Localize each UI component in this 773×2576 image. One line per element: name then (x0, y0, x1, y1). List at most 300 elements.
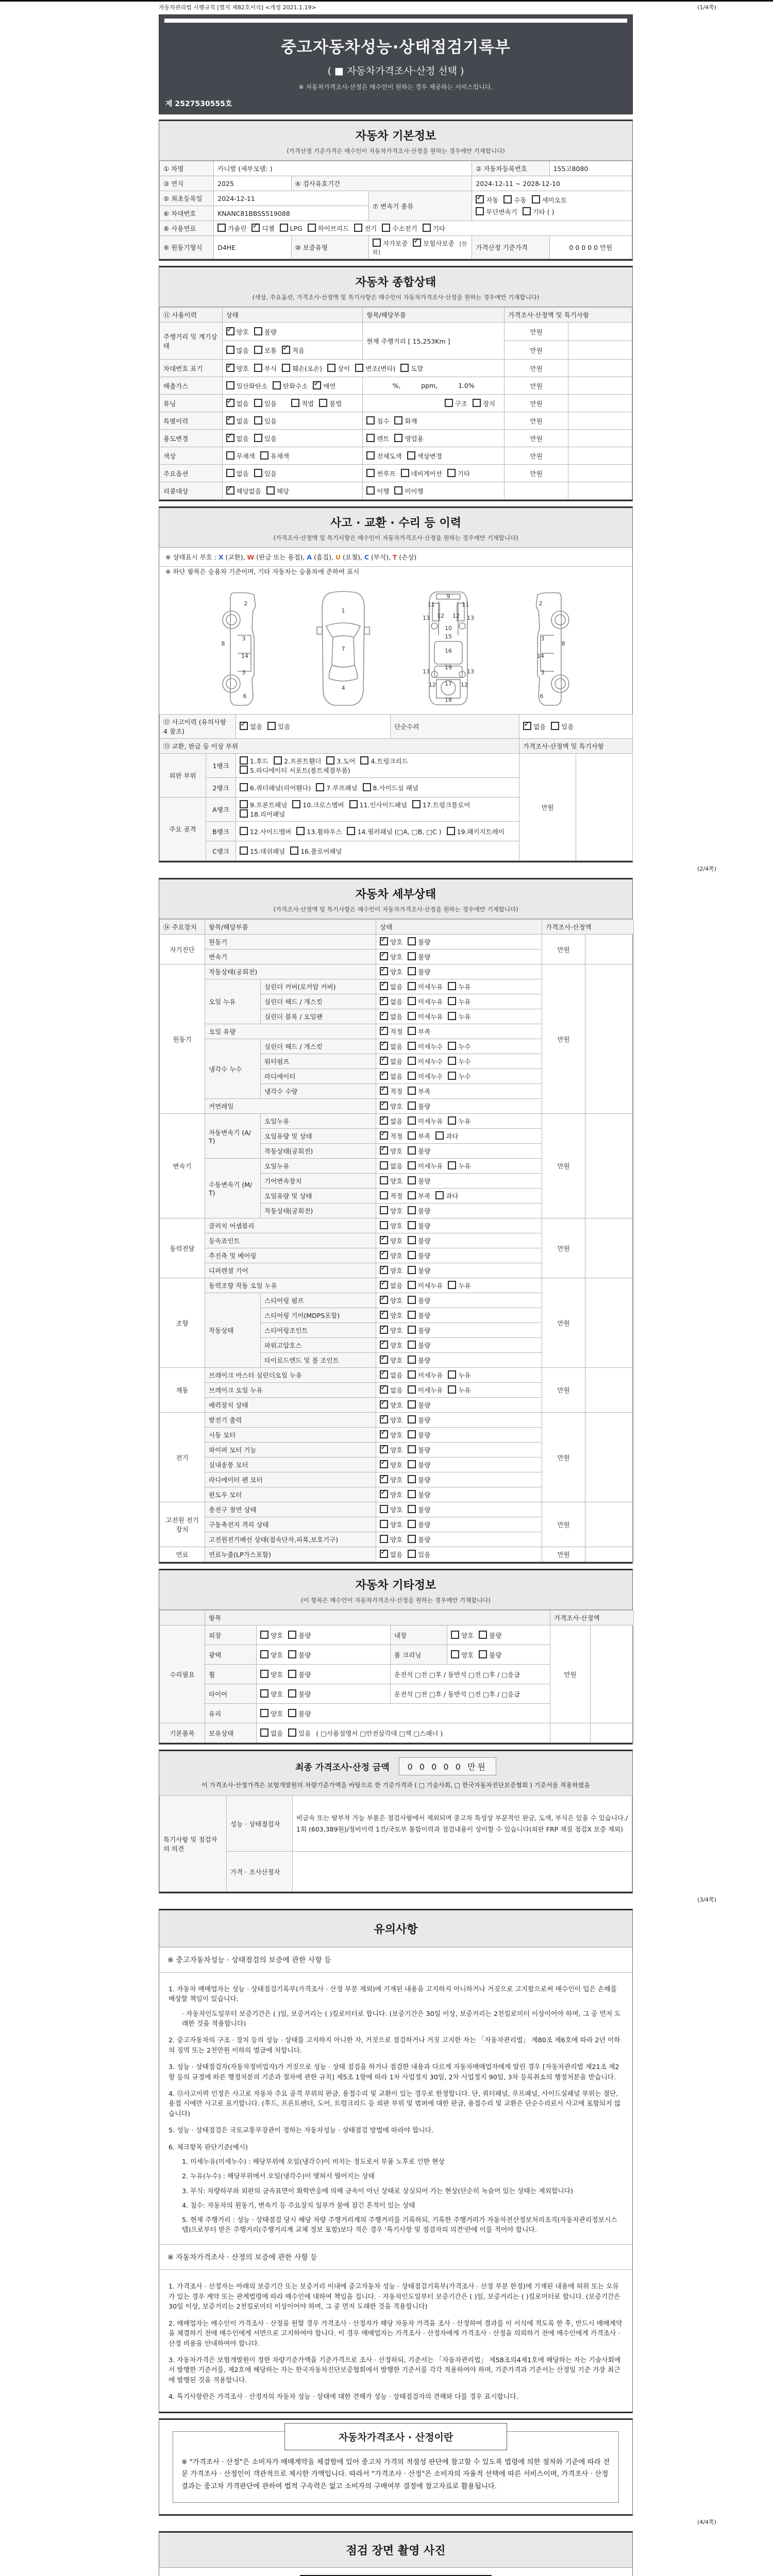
checkbox[interactable] (226, 451, 234, 460)
checkbox[interactable] (288, 1709, 296, 1717)
checkbox-checked[interactable] (380, 1355, 388, 1364)
checkbox[interactable] (366, 416, 375, 425)
document-number: 제 2527530555호 (165, 100, 232, 108)
checkbox[interactable] (327, 364, 335, 372)
checkbox[interactable] (296, 827, 305, 835)
checkbox[interactable] (408, 1311, 416, 1319)
checkbox[interactable] (408, 1176, 416, 1184)
color-label: 색상 (160, 447, 223, 465)
checkbox[interactable] (288, 1631, 296, 1639)
checkbox[interactable] (380, 1505, 388, 1513)
option-label: 불량 (418, 968, 431, 976)
checkbox[interactable] (360, 756, 368, 765)
notice-item: 2. 중고자동차의 구조 · 장치 등의 성능 · 상태를 고지하지 아니한 자, 거짓으로 점검하거나 거짓 고지한 자는 「자동차관리법」 제80조 제6호에 따라 2년 이하의 징역 또는 2천만원 이하의 벌금에 처합니다. (169, 2037, 620, 2055)
checkbox[interactable] (260, 1631, 268, 1639)
checkbox-checked[interactable] (380, 1042, 388, 1050)
checkbox[interactable] (408, 1355, 416, 1364)
option-label: 적법 (301, 399, 314, 408)
detail-item-label: 작동상태(공회전) (261, 1144, 376, 1159)
checkbox[interactable] (260, 1670, 268, 1678)
checkbox[interactable] (408, 1072, 416, 1080)
checkbox[interactable] (260, 1709, 268, 1717)
option-양호 (380, 1505, 402, 1514)
checkbox-checked[interactable] (380, 1012, 388, 1020)
checkbox[interactable] (291, 399, 299, 407)
option-2.프론트휀더 (274, 756, 321, 766)
checkbox[interactable] (445, 399, 453, 407)
option-label: 양호 (461, 1651, 474, 1659)
option-label: 렌트 (377, 434, 390, 443)
checkbox[interactable] (447, 469, 456, 477)
checkbox[interactable] (503, 195, 512, 204)
diagram-panel-number-3: 3 (242, 669, 246, 676)
accident-history-section (159, 506, 633, 862)
checkbox[interactable] (354, 224, 362, 232)
checkbox[interactable] (523, 207, 531, 215)
checkbox[interactable] (448, 1161, 456, 1170)
checkbox-checked[interactable] (380, 1341, 388, 1349)
checkbox[interactable] (448, 1281, 456, 1289)
checkbox[interactable] (380, 1206, 388, 1214)
checkbox-checked[interactable] (380, 1311, 388, 1319)
group-remark (585, 1413, 634, 1502)
option-label: 침수 (377, 417, 390, 425)
col-price-remarks: 가격조사·산정액 및 특기사항 (505, 308, 632, 323)
notice-sec1-title: ※ 중고자동차성능 · 상태점검의 보증에 관한 사항 등 (159, 1947, 632, 1973)
checkbox[interactable] (380, 1520, 388, 1528)
checkbox-checked[interactable] (380, 1415, 388, 1423)
checkbox[interactable] (476, 207, 484, 215)
checkbox[interactable] (408, 1326, 416, 1334)
checkbox[interactable] (408, 1490, 416, 1498)
other-info-section (159, 1569, 633, 1744)
checkbox[interactable] (349, 800, 358, 808)
checkbox[interactable] (380, 1176, 388, 1184)
checkbox[interactable] (226, 469, 234, 477)
checkbox[interactable] (435, 1131, 444, 1140)
checkbox[interactable] (479, 1631, 487, 1639)
checkbox[interactable] (274, 756, 282, 765)
group-price: 만원 (542, 1502, 585, 1547)
option-양호 (380, 1475, 402, 1484)
checkbox-checked[interactable] (380, 1146, 388, 1155)
detail-col-price: 가격조사·산정액 (542, 920, 634, 935)
option-label: 불량 (418, 1416, 431, 1424)
checkbox-checked[interactable] (380, 1087, 388, 1095)
option-양호 (380, 937, 402, 946)
checkbox[interactable] (473, 399, 481, 407)
checkbox-checked[interactable] (380, 1131, 388, 1140)
device-subgroup-label: 냉각수 누수 (205, 1039, 261, 1099)
checkbox[interactable] (254, 364, 262, 372)
checkbox[interactable] (240, 783, 248, 791)
checkbox[interactable] (448, 1057, 456, 1065)
checkbox[interactable] (254, 434, 262, 442)
checkbox-checked[interactable] (380, 997, 388, 1005)
checkbox[interactable] (240, 846, 248, 855)
checkbox[interactable] (394, 434, 402, 442)
checkbox[interactable] (532, 195, 540, 204)
option-label: 없음 (390, 1013, 403, 1021)
option-없음 (380, 1012, 402, 1021)
checkbox[interactable] (408, 1520, 416, 1528)
option-label: 하이브리드 (317, 225, 349, 232)
checkbox[interactable] (479, 1650, 487, 1658)
detail-row (160, 1368, 634, 1383)
checkbox[interactable] (400, 364, 409, 372)
checkbox[interactable] (448, 1385, 456, 1394)
panel-group-label: 주요 골격 (160, 798, 206, 861)
option-label: 양호 (390, 1431, 403, 1439)
checkbox[interactable] (366, 434, 375, 442)
checkbox-checked[interactable] (251, 224, 260, 232)
checkbox[interactable] (408, 937, 416, 945)
option-10.크로스멤버 (292, 800, 344, 809)
checkbox[interactable] (448, 1370, 456, 1379)
checkbox[interactable] (447, 827, 455, 835)
option-불량 (408, 1355, 430, 1365)
checkbox[interactable] (380, 1221, 388, 1229)
checkbox-checked[interactable] (380, 1251, 388, 1259)
checkbox[interactable] (254, 346, 262, 354)
checkbox[interactable] (260, 1650, 268, 1658)
checkbox[interactable] (319, 399, 327, 407)
option-없음 (380, 1370, 402, 1380)
checkbox[interactable] (408, 1281, 416, 1289)
checkbox-checked[interactable] (380, 1027, 388, 1035)
checkbox[interactable] (316, 783, 324, 791)
checkbox[interactable] (355, 364, 363, 372)
checkbox-checked[interactable] (413, 239, 421, 247)
detail-item-status (376, 1532, 542, 1547)
checkbox[interactable] (394, 486, 402, 495)
checkbox[interactable] (288, 1728, 296, 1737)
model-year-label: ③ 연식 (160, 176, 214, 191)
option-불량 (288, 1650, 311, 1659)
current-mileage: 현재 주행거리 [ 15,253Km ] (363, 323, 505, 360)
checkbox[interactable] (408, 967, 416, 975)
detail-item-status (376, 1084, 542, 1099)
checkbox-checked[interactable] (380, 1475, 388, 1483)
option-무단변속기 (476, 207, 517, 216)
checkbox[interactable] (240, 756, 248, 765)
checkbox[interactable] (408, 1057, 416, 1065)
checkbox-checked[interactable] (380, 937, 388, 945)
checkbox[interactable] (288, 1689, 296, 1698)
checkbox[interactable] (408, 1370, 416, 1379)
checkbox-checked[interactable] (380, 1370, 388, 1379)
option-label: 없음 (533, 723, 546, 731)
checkbox[interactable] (308, 224, 316, 232)
checkbox-checked[interactable] (313, 381, 321, 389)
checkbox[interactable] (408, 1236, 416, 1244)
checkbox[interactable] (408, 1146, 416, 1155)
overall-condition-table (159, 307, 632, 500)
checkbox[interactable] (408, 1296, 416, 1304)
detail-item-label: 등속죠인트 (205, 1233, 376, 1248)
option-label: 불량 (418, 1506, 431, 1514)
checkbox[interactable] (412, 800, 421, 808)
option-양호 (380, 1535, 402, 1544)
checkbox-checked[interactable] (226, 434, 234, 442)
checkbox[interactable] (408, 1266, 416, 1274)
option-label: 미세누유 (418, 983, 443, 991)
checkbox[interactable] (240, 827, 248, 835)
option-label: 양호 (390, 1267, 403, 1275)
option-label: 양호 (390, 1222, 403, 1230)
page-marker-3: (3/4쪽) (697, 1896, 716, 1903)
option-label: 양호 (236, 328, 249, 336)
option-label: 부식 (264, 364, 277, 372)
checkbox[interactable] (217, 224, 226, 232)
diagram-panel-number-19: 19 (445, 664, 452, 671)
final-price-value: 0 0 0 0 0 만원 (399, 1757, 496, 1775)
checkbox[interactable] (408, 1251, 416, 1259)
checkbox-checked[interactable] (380, 1236, 388, 1244)
checkbox[interactable] (408, 1415, 416, 1423)
checkbox[interactable] (408, 1505, 416, 1513)
checkbox-checked[interactable] (240, 722, 248, 730)
checkbox[interactable] (448, 997, 456, 1005)
option-label: 미세누유 (418, 1162, 443, 1170)
checkbox-checked[interactable] (226, 327, 234, 335)
checkbox[interactable] (448, 1042, 456, 1050)
option-label: 없음 (271, 1729, 283, 1737)
diagram-panel-number-10: 10 (445, 625, 452, 632)
checkbox-checked[interactable] (476, 195, 484, 204)
sedan-standard-note: ※ 하단 항목은 승용차 기준이며, 기타 자동차는 승용차에 준하여 표시 (159, 567, 632, 581)
option-불량 (408, 1311, 430, 1320)
checkbox-checked[interactable] (226, 399, 234, 407)
checkbox[interactable] (448, 1072, 456, 1080)
other-info-header (159, 1570, 632, 1610)
checkbox-checked[interactable] (380, 982, 388, 990)
vin-mark-label: 차대번호 표기 (160, 360, 223, 377)
option-보험사보증 (413, 239, 454, 248)
checkbox[interactable] (408, 1042, 416, 1050)
checkbox[interactable] (366, 486, 375, 495)
option-label: 양호 (390, 1327, 403, 1334)
checkbox[interactable] (408, 1027, 416, 1035)
checkbox-checked[interactable] (380, 1385, 388, 1394)
detail-item-status (376, 1204, 542, 1218)
option-label: 누유 (458, 1162, 471, 1170)
col-item-part: 항목/해당부품 (363, 308, 505, 323)
diagram-panel-number-3: 3 (541, 635, 545, 642)
option-label: 기타 ( ) (532, 208, 554, 216)
option-label: 부족 (418, 1132, 431, 1140)
option-label: 17.트렁크플로어 (422, 801, 470, 809)
checkbox[interactable] (363, 783, 371, 791)
group-price: 만원 (542, 964, 585, 1114)
checkbox[interactable] (260, 1728, 268, 1737)
checkbox-checked[interactable] (380, 1326, 388, 1334)
checkbox[interactable] (267, 722, 276, 730)
checkbox[interactable] (408, 997, 416, 1005)
option-무채색 (226, 451, 255, 461)
diagram-panel-number-6: 6 (243, 693, 247, 700)
checkbox[interactable] (254, 416, 262, 425)
checkbox-checked[interactable] (380, 1460, 388, 1468)
checkbox[interactable] (407, 451, 415, 460)
detail-item-status (376, 1293, 542, 1308)
checkbox[interactable] (266, 486, 275, 495)
checkbox-checked[interactable] (380, 1445, 388, 1453)
checkbox[interactable] (408, 952, 416, 960)
checkbox[interactable] (408, 1460, 416, 1468)
checkbox[interactable] (451, 1650, 459, 1658)
detail-row (160, 1278, 634, 1293)
checkbox-checked[interactable] (380, 1550, 388, 1558)
rank-label: 2랭크 (206, 778, 236, 798)
checkbox[interactable] (226, 346, 234, 354)
diagram-panel-number-6: 6 (540, 693, 544, 700)
checkbox[interactable] (380, 1535, 388, 1543)
checkbox[interactable] (408, 1206, 416, 1214)
checkbox[interactable] (260, 1689, 268, 1698)
checkbox-checked[interactable] (380, 1430, 388, 1438)
checkbox[interactable] (282, 364, 290, 372)
glass-label: 유리 (205, 1704, 257, 1723)
checkbox[interactable] (408, 1475, 416, 1483)
option-label: 1.후드 (250, 757, 269, 765)
checkbox[interactable] (408, 1550, 416, 1558)
option-label: 있음 (278, 723, 291, 731)
checkbox[interactable] (551, 722, 559, 730)
checkbox-checked[interactable] (380, 1281, 388, 1289)
option-label: 불량 (418, 1267, 431, 1275)
checkbox[interactable] (408, 1116, 416, 1125)
checkbox[interactable] (373, 239, 381, 247)
option-label: 19.패키지트레이 (457, 827, 505, 836)
basic-items-remark (591, 1723, 634, 1743)
checkbox[interactable] (292, 800, 300, 808)
group-price: 만원 (542, 1547, 585, 1562)
checkbox[interactable] (408, 1161, 416, 1170)
checkbox[interactable] (451, 1631, 459, 1639)
checkbox[interactable] (380, 1191, 388, 1199)
checkbox[interactable] (226, 381, 234, 389)
checkbox[interactable] (408, 1131, 416, 1140)
checkbox-checked[interactable] (380, 1057, 388, 1065)
checkbox[interactable] (448, 982, 456, 990)
checkbox[interactable] (326, 756, 334, 765)
checkbox[interactable] (408, 1087, 416, 1095)
checkbox-checked[interactable] (523, 722, 531, 730)
checkbox[interactable] (290, 846, 298, 855)
checkbox[interactable] (408, 1221, 416, 1229)
checkbox[interactable] (254, 399, 262, 407)
checkbox[interactable] (394, 416, 402, 425)
option-label: 양호 (390, 1207, 403, 1215)
option-label: 미세누수 (418, 1073, 443, 1080)
checkbox[interactable] (408, 1012, 416, 1020)
checkbox-checked[interactable] (380, 1266, 388, 1274)
checkbox-checked[interactable] (380, 967, 388, 975)
checkbox[interactable] (288, 1650, 296, 1658)
option-세미오토 (532, 195, 567, 205)
checkbox[interactable] (408, 1101, 416, 1110)
option-label: 불법 (329, 399, 342, 408)
checkbox[interactable] (408, 1341, 416, 1349)
option-label: 디젤 (262, 225, 275, 232)
mark-code-W: W (247, 553, 255, 561)
option-디젤 (251, 224, 274, 233)
checkbox[interactable] (435, 1191, 444, 1199)
checkbox-checked[interactable] (380, 1072, 388, 1080)
checkbox[interactable] (260, 451, 268, 460)
option-label: 없음 (250, 723, 263, 731)
final-price-band (159, 1751, 632, 1795)
checkbox-checked[interactable] (282, 346, 290, 354)
option-누수 (448, 1057, 470, 1066)
overall-condition-subtitle: (색상, 주요옵션, 가격조사·산정액 및 특기사항은 매수인이 자동차가격조사·산정을 원하는 경우에만 기재합니다) (252, 294, 540, 301)
checkbox-checked[interactable] (226, 486, 234, 495)
checkbox[interactable] (254, 327, 262, 335)
checkbox[interactable] (347, 827, 355, 835)
option-없음 (380, 1072, 402, 1081)
checkbox[interactable] (408, 1385, 416, 1394)
checkbox-checked[interactable] (380, 1400, 388, 1409)
diagram-panel-number-18: 18 (445, 697, 452, 703)
checkbox-checked[interactable] (380, 1490, 388, 1498)
option-label: 불량 (298, 1670, 311, 1679)
checkbox[interactable] (448, 1012, 456, 1020)
checkbox[interactable] (408, 982, 416, 990)
detail-item-label: 실린더 헤드 / 개스킷 (261, 1039, 376, 1054)
checkbox[interactable] (408, 1445, 416, 1453)
checkbox[interactable] (273, 381, 281, 389)
option-색상변경 (407, 451, 442, 461)
checkbox[interactable] (366, 451, 375, 460)
diagram-panel-number-8: 8 (221, 640, 225, 647)
checkbox[interactable] (240, 809, 248, 818)
checkbox[interactable] (288, 1670, 296, 1678)
simple-repair-status (519, 715, 633, 739)
checkbox[interactable] (408, 1400, 416, 1409)
checkbox[interactable] (254, 469, 262, 477)
checkbox[interactable] (408, 1430, 416, 1438)
checkbox-checked[interactable] (380, 1116, 388, 1125)
option-불량 (479, 1650, 501, 1659)
checkbox-checked[interactable] (380, 1296, 388, 1304)
checkbox[interactable] (423, 224, 431, 232)
checkbox[interactable] (401, 469, 409, 477)
checkbox[interactable] (240, 766, 248, 774)
option-label: 색상변경 (417, 452, 442, 460)
checkbox[interactable] (366, 469, 375, 477)
checkbox-checked[interactable] (226, 364, 234, 372)
first-reg-label: ⑤ 최초등록일 (160, 191, 214, 206)
checkbox-checked[interactable] (226, 416, 234, 425)
checkbox[interactable] (408, 1191, 416, 1199)
device-subgroup-label: 작동상태 (205, 1293, 261, 1368)
detail-item-status (376, 1458, 542, 1472)
checkbox[interactable] (380, 1161, 388, 1170)
option-label: 누수 (458, 1073, 471, 1080)
checkbox[interactable] (280, 224, 288, 232)
checkbox[interactable] (382, 224, 390, 232)
detail-item-label: 실린더 커버(로커암 커버) (261, 979, 376, 994)
checkbox-checked[interactable] (380, 1101, 388, 1110)
checkbox[interactable] (448, 1116, 456, 1125)
mileage-label: 주행거리 및 계기상태 (160, 323, 223, 360)
detail-item-status (376, 1308, 542, 1323)
option-label: 누유 (458, 1386, 471, 1394)
checkbox[interactable] (408, 1535, 416, 1543)
checkbox[interactable] (240, 800, 248, 808)
checkbox-checked[interactable] (380, 952, 388, 960)
